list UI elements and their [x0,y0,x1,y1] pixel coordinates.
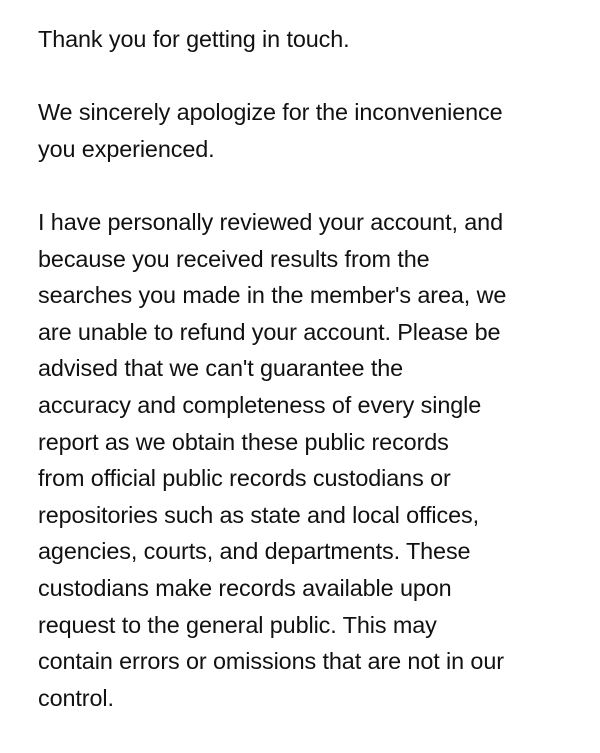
apology-paragraph: We sincerely apologize for the inconvenience you experienced. [38,99,503,162]
email-message-body [38,21,583,716]
greeting-paragraph: Thank you for getting in touch. [38,26,350,52]
refund-explanation-paragraph: I have personally reviewed your account, and because you received results from the searches you made in the member's area, we are unable to refund your account. Please be advised that we can't guarantee the accuracy and completeness of every single report as we obtain these public records from official public records custodians or repositories such as state and local offices, agencies, courts, and departments. These custodians make records available upon request to the general public. This may contain errors or omissions that are not in our control. [38,208,507,711]
